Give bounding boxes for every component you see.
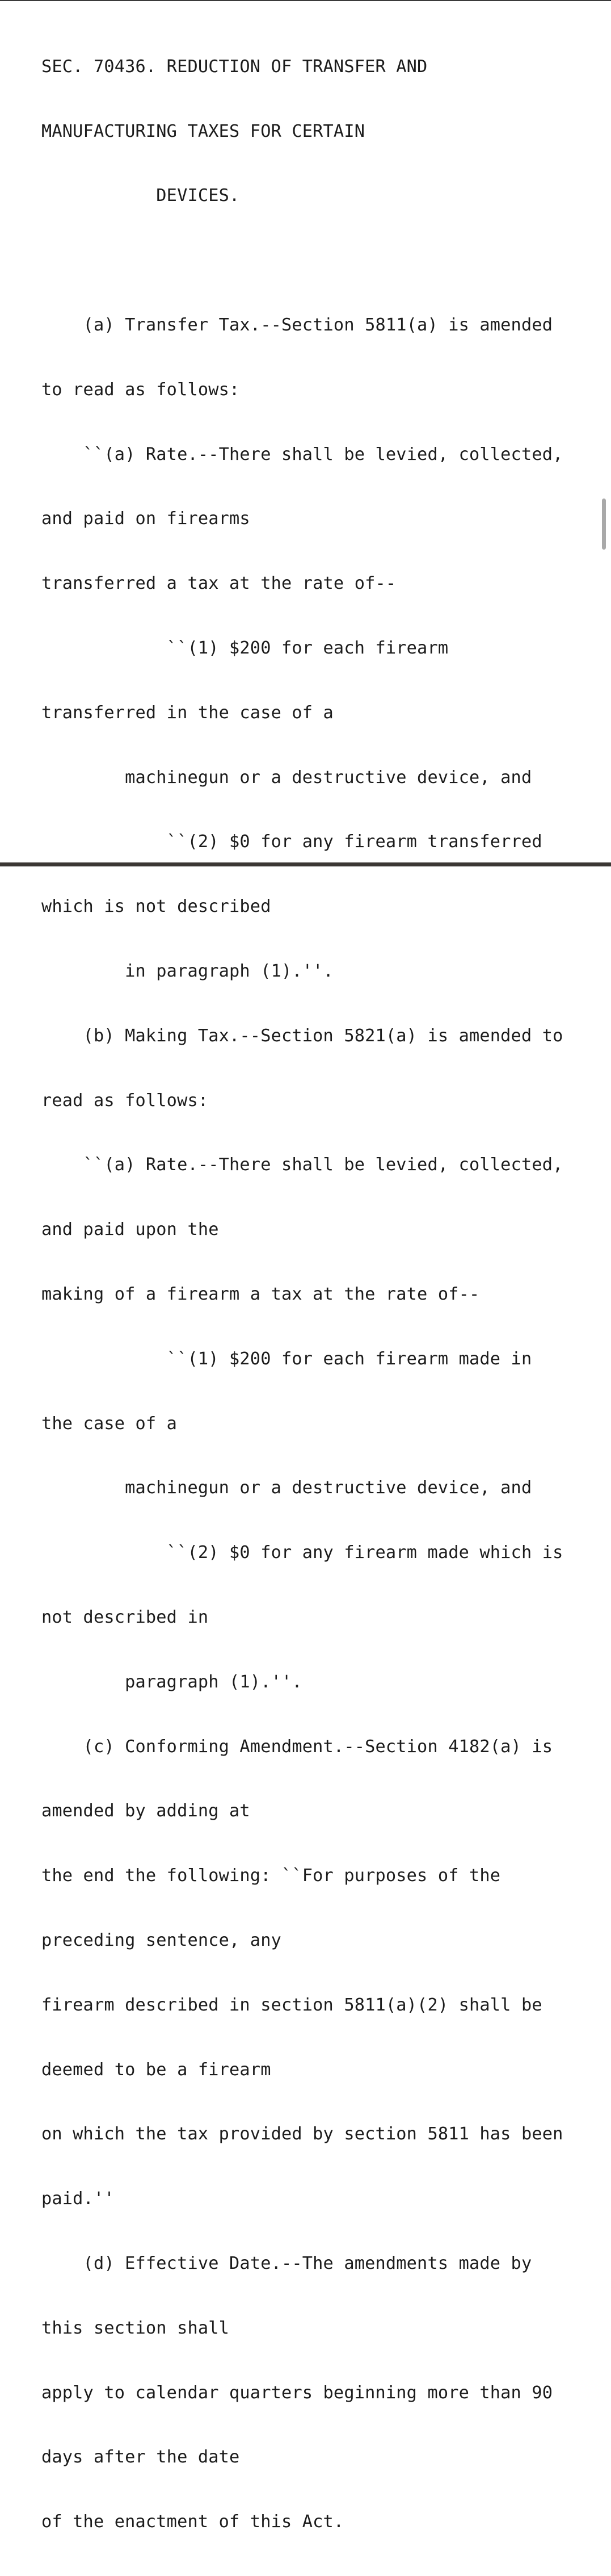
text-line: (b) Making Tax.--Section 5821(a) is amended to [41,1025,563,1046]
blank-line [41,250,563,271]
vertical-scrollbar-thumb[interactable] [602,499,606,550]
text-line: and paid upon the [41,1220,219,1240]
text-line: apply to calendar quarters beginning more than 90 [41,2382,553,2403]
text-line: this section shall [41,2318,230,2338]
section-heading-line-3: DEVICES. [41,186,240,206]
text-line: to read as follows: [41,379,240,400]
text-line: on which the tax provided by section 5811 has been [41,2124,563,2144]
text-line: paid.'' [41,2189,115,2209]
section-heading-line-1: SEC. 70436. REDUCTION OF TRANSFER AND [41,56,428,77]
bottom-toolbar-edge [0,862,611,866]
text-line: days after the date [41,2447,240,2468]
text-line: ``(2) $0 for any firearm made which is [41,1543,563,1563]
text-line: (d) Effective Date.--The amendments made by [41,2253,532,2273]
text-line: transferred a tax at the rate of-- [41,573,397,594]
text-line: ``(2) $0 for any firearm transferred [41,832,542,852]
text-line: (a) Transfer Tax.--Section 5811(a) is amended [41,315,553,336]
text-line: in paragraph (1).''. [41,961,334,982]
text-line: and paid on firearms [41,509,250,529]
top-divider [0,0,611,1]
text-line: (c) Conforming Amendment.--Section 4182(a) is [41,1736,553,1757]
text-line: ``(1) $200 for each firearm made in [41,1348,532,1369]
text-line: the end the following: ``For purposes of the [41,1866,501,1886]
text-line: paragraph (1).''. [41,1672,302,1692]
text-line: machinegun or a destructive device, and [41,767,532,788]
text-line: transferred in the case of a [41,702,334,723]
text-line: machinegun or a destructive device, and [41,1478,532,1498]
text-line: which is not described [41,897,271,917]
text-line: firearm described in section 5811(a)(2) shall be [41,1995,542,2015]
text-line: making of a firearm a tax at the rate of-- [41,1284,480,1305]
text-line: ``(a) Rate.--There shall be levied, collected, [41,1155,563,1175]
text-line: deemed to be a firearm [41,2059,271,2080]
document-text [41,13,563,2576]
section-heading-line-2: MANUFACTURING TAXES FOR CERTAIN [41,121,365,141]
text-line: ``(a) Rate.--There shall be levied, collected, [41,444,563,464]
text-line: not described in [41,1607,209,1627]
text-line: of the enactment of this Act. [41,2512,344,2532]
text-line: read as follows: [41,1090,209,1111]
text-line: amended by adding at [41,1801,250,1821]
text-line: preceding sentence, any [41,1930,281,1950]
text-line: ``(1) $200 for each firearm [41,638,449,659]
text-line: the case of a [41,1413,178,1434]
